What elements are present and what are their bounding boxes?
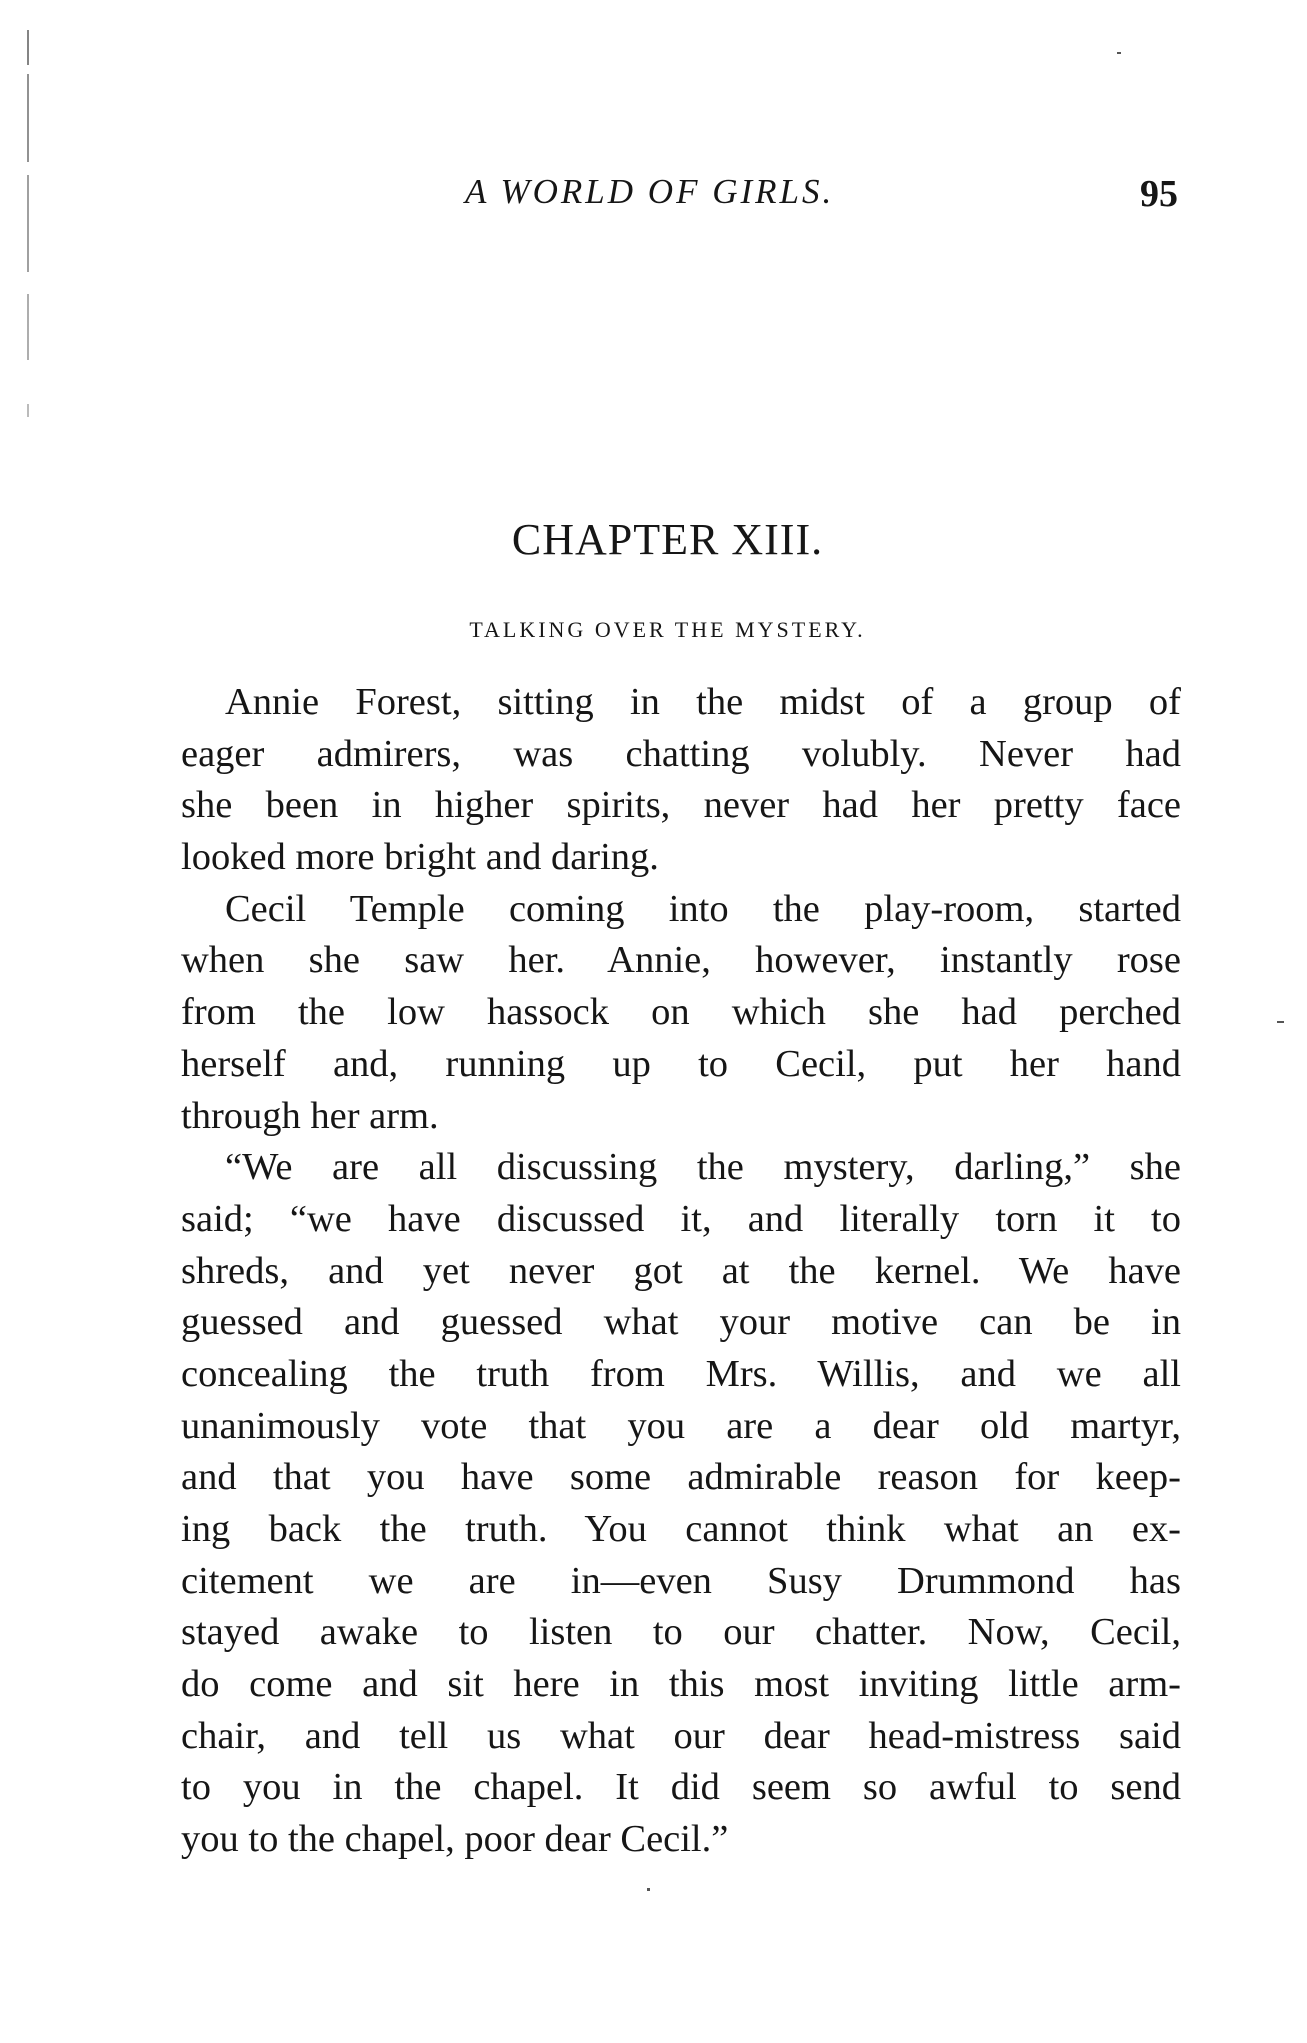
scan-speck	[1277, 1021, 1284, 1023]
text-line: looked more bright and daring.	[181, 836, 659, 879]
scan-gutter-mark	[27, 30, 29, 470]
text-line: guessed and guessed what your motive can be in	[181, 1301, 1181, 1344]
chapter-heading: CHAPTER XIII.	[511, 515, 824, 564]
scan-speck	[1117, 52, 1121, 54]
text-line: eager admirers, was chatting volubly. Never had	[181, 732, 1181, 775]
text-line: when she saw her. Annie, however, instantly rose	[181, 939, 1181, 982]
text-line: chair, and tell us what our dear head-mistress said	[181, 1714, 1181, 1757]
text-line: Cecil Temple coming into the play-room, started	[225, 887, 1181, 930]
text-line: concealing the truth from Mrs. Willis, and we all	[181, 1352, 1181, 1395]
text-line: shreds, and yet never got at the kernel. We have	[181, 1249, 1181, 1292]
text-line: from the low hassock on which she had perched	[181, 991, 1181, 1034]
text-line: said; “we have discussed it, and literally torn it to	[181, 1197, 1181, 1240]
text-line: through her arm.	[181, 1094, 439, 1137]
text-line: and that you have some admirable reason for keep-	[181, 1456, 1181, 1499]
running-header	[0, 172, 1307, 222]
text-line: you to the chapel, poor dear Cecil.”	[181, 1818, 729, 1861]
scan-speck	[647, 1888, 650, 1891]
text-line: ing back the truth. You cannot think what an ex-	[181, 1508, 1181, 1550]
text-line: she been in higher spirits, never had her pretty face	[181, 784, 1181, 827]
running-title: A WORLD OF GIRLS.	[465, 172, 835, 211]
text-line: “We are all discussing the mystery, darling,” she	[225, 1146, 1181, 1189]
body-text	[181, 677, 1181, 1866]
chapter-subtitle: TALKING OVER THE MYSTERY.	[469, 617, 866, 642]
text-line: citement we are in—even Susy Drummond has	[181, 1559, 1181, 1602]
text-line: Annie Forest, sitting in the midst of a group of	[225, 681, 1181, 723]
text-line: herself and, running up to Cecil, put her hand	[181, 1042, 1181, 1085]
text-line: to you in the chapel. It did seem so awful to send	[181, 1766, 1181, 1809]
page-number: 95	[1140, 173, 1178, 215]
text-line: stayed awake to listen to our chatter. Now, Cecil,	[181, 1611, 1181, 1654]
text-line: unanimously vote that you are a dear old martyr,	[181, 1404, 1181, 1447]
text-line: do come and sit here in this most inviting little arm-	[181, 1663, 1181, 1706]
